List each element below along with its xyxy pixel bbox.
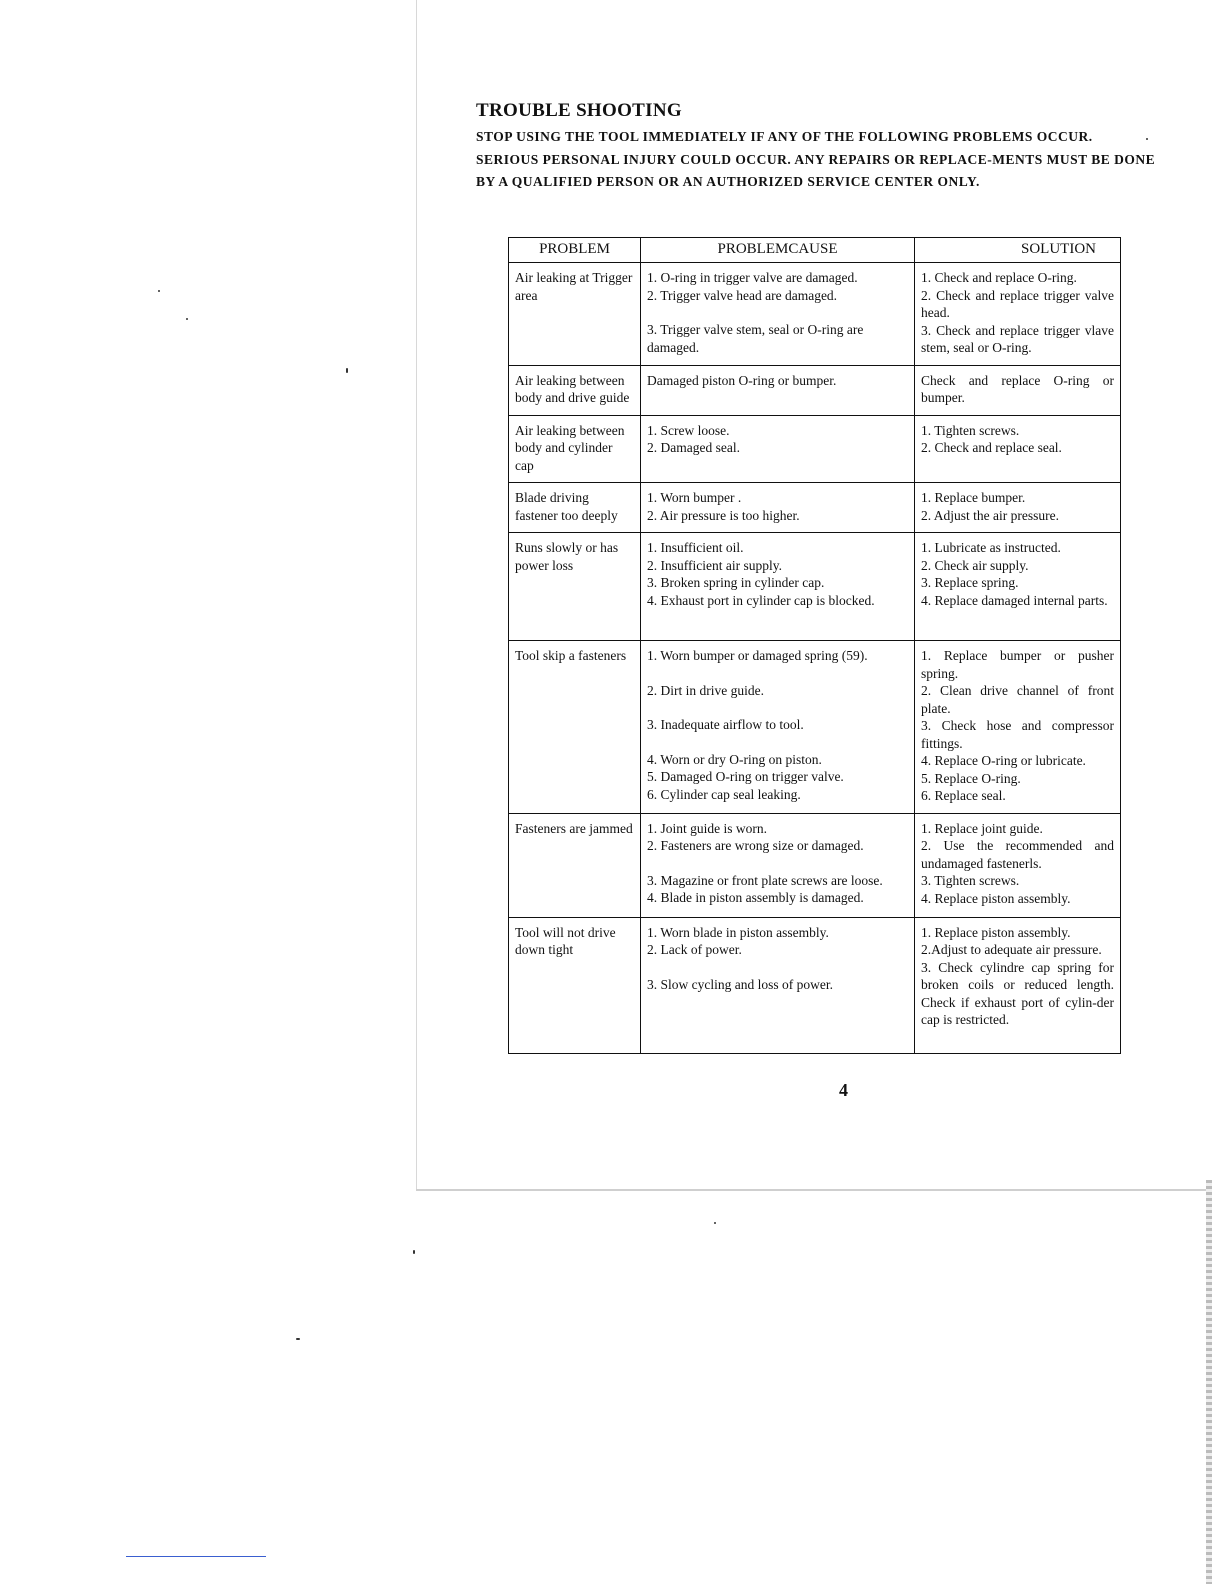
solution-item: 1. Lubricate as instructed. [921, 540, 1061, 555]
table-row [509, 813, 1121, 917]
solution-item: 1. Replace bumper or pusher spring. [921, 648, 1114, 681]
solution-cell [915, 365, 1121, 415]
cause-cell [641, 533, 915, 641]
solution-item: 1. Replace joint guide. [921, 820, 1043, 836]
table-row [509, 365, 1121, 415]
solution-item: 4. Replace O-ring or lubricate. [921, 753, 1086, 768]
cause-item: 3. Broken spring in cylinder cap. [647, 575, 825, 590]
cause-item: 3. Trigger valve stem, seal or O-ring are damaged. [647, 322, 864, 355]
spacer [647, 855, 908, 872]
scan-speck [186, 318, 188, 320]
cause-item: Damaged piston O-ring or bumper. [647, 372, 837, 388]
page-edge-right [1206, 1180, 1212, 1584]
solution-item: 3. Replace spring. [921, 575, 1019, 590]
troubleshooting-table [508, 237, 1121, 1054]
cause-cell [641, 365, 915, 415]
cause-cell [641, 415, 915, 483]
cause-item: 1. Worn bumper or damaged spring (59). [647, 648, 868, 663]
solution-item: 4. Replace damaged internal parts. [921, 592, 1108, 608]
header-cause: PROBLEMCAUSE [641, 238, 915, 263]
cause-item: 2. Fasteners are wrong size or damaged. [647, 838, 864, 853]
cause-item: 1. Insufficient oil. [647, 540, 744, 555]
problem-cell: Air leaking between body and cylinder cap [509, 415, 641, 483]
solution-cell [915, 641, 1121, 814]
cause-item: 2. Air pressure is too higher. [647, 507, 800, 523]
page-number: 4 [839, 1080, 848, 1100]
solution-item: 2.Adjust to adequate air pressure. [921, 942, 1102, 957]
scan-speck [413, 1250, 415, 1254]
cause-cell [641, 917, 915, 1053]
solution-item: 2. Check air supply. [921, 557, 1029, 573]
table-row [509, 263, 1121, 366]
problem-cell: Tool will not drive down tight [509, 917, 641, 1053]
cause-cell [641, 263, 915, 366]
problem-cell: Air leaking between body and drive guide [509, 365, 641, 415]
table-row [509, 641, 1121, 814]
problem-cell: Fasteners are jammed [509, 813, 641, 917]
cause-cell [641, 813, 915, 917]
cause-item: 6. Cylinder cap seal leaking. [647, 786, 801, 802]
spacer [647, 665, 908, 682]
cause-item: 5. Damaged O-ring on trigger valve. [647, 769, 844, 784]
solution-item: 2. Adjust the air pressure. [921, 507, 1059, 523]
page-edge-bottom [416, 1189, 1212, 1191]
solution-cell [915, 533, 1121, 641]
cause-item: 3. Slow cycling and loss of power. [647, 976, 833, 992]
solution-cell [915, 415, 1121, 483]
problem-cell: Tool skip a fasteners [509, 641, 641, 814]
table-row [509, 533, 1121, 641]
solution-cell [915, 483, 1121, 533]
solution-item: 6. Replace seal. [921, 788, 1006, 803]
cause-cell [641, 641, 915, 814]
cause-item: 4. Exhaust port in cylinder cap is blocked. [647, 592, 875, 608]
solution-item: 5. Replace O-ring. [921, 770, 1021, 786]
problem-cell: Air leaking at Trigger area [509, 263, 641, 366]
cause-item: 2. Dirt in drive guide. [647, 682, 764, 698]
cause-item: 2. Lack of power. [647, 942, 742, 957]
cause-item: 4. Worn or dry O-ring on piston. [647, 751, 822, 767]
solution-item: Check and replace O-ring or bumper. [921, 372, 1114, 405]
solution-item: 2. Use the recommended and undamaged fastenerls. [921, 838, 1114, 871]
problem-cell: Blade driving fastener too deeply [509, 483, 641, 533]
cause-cell [641, 483, 915, 533]
cause-item: 2. Insufficient air supply. [647, 557, 782, 573]
table-row [509, 415, 1121, 483]
page-edge-left [416, 0, 417, 1190]
spacer [647, 304, 908, 321]
solution-cell [915, 917, 1121, 1053]
spacer [647, 734, 908, 751]
solution-item: 1. Tighten screws. [921, 422, 1020, 438]
cause-item: 1. Worn bumper . [647, 490, 742, 505]
cause-item: 3. Inadequate airflow to tool. [647, 717, 804, 732]
table-body [509, 263, 1121, 1054]
solution-item: 1. Check and replace O-ring. [921, 270, 1077, 285]
header-solution: SOLUTION [915, 238, 1121, 263]
solution-cell [915, 263, 1121, 366]
page-title: TROUBLE SHOOTING [476, 100, 682, 121]
solution-item: 4. Replace piston assembly. [921, 890, 1071, 906]
safety-warning: STOP USING THE TOOL IMMEDIATELY IF ANY OF THE FOLLOWING PROBLEMS OCCUR. SERIOUS PERSONAL INJURY COULD OCCUR. ANY REPAIRS OR REPLACE-MENTS MUST BE DONE BY A QUALIFIED PERSON OR AN AUTHORIZED SERVICE CENTER ONLY. [476, 129, 1156, 189]
solution-item: 1. Replace bumper. [921, 490, 1026, 505]
solution-item: 2. Check and replace seal. [921, 440, 1062, 455]
problem-cell: Runs slowly or has power loss [509, 533, 641, 641]
cause-item: 3. Magazine or front plate screws are loose. [647, 872, 883, 888]
solution-cell [915, 813, 1121, 917]
scan-speck [296, 1338, 300, 1340]
scan-artifact-line [126, 1556, 266, 1557]
scan-speck [346, 368, 348, 373]
header-problem: PROBLEM [509, 238, 641, 263]
solution-item: 3. Check cylindre cap spring for broken coils or reduced length. Check if exhaust port of cylin-der cap is restricted. [921, 959, 1114, 1027]
cause-item: 2. Damaged seal. [647, 440, 740, 455]
solution-item: 3. Tighten screws. [921, 873, 1020, 888]
table-header-row [509, 238, 1121, 263]
cause-item: 1. Joint guide is worn. [647, 820, 767, 836]
solution-item: 2. Check and replace trigger valve head. [921, 287, 1114, 320]
solution-item: 1. Replace piston assembly. [921, 924, 1071, 940]
cause-item: 1. Worn blade in piston assembly. [647, 924, 829, 940]
cause-item: 1. O-ring in trigger valve are damaged. [647, 270, 858, 285]
scan-speck [714, 1222, 716, 1224]
cause-item: 4. Blade in piston assembly is damaged. [647, 890, 864, 905]
cause-item: 1. Screw loose. [647, 422, 730, 438]
scan-speck [158, 290, 160, 292]
solution-item: 3. Check hose and compressor fittings. [921, 718, 1114, 751]
table-row [509, 917, 1121, 1053]
spacer [647, 699, 908, 716]
solution-item: 3. Check and replace trigger vlave stem, seal or O-ring. [921, 322, 1114, 355]
cause-item: 2. Trigger valve head are damaged. [647, 287, 838, 303]
table-row [509, 483, 1121, 533]
solution-item: 2. Clean drive channel of front plate. [921, 683, 1114, 716]
spacer [647, 959, 908, 976]
